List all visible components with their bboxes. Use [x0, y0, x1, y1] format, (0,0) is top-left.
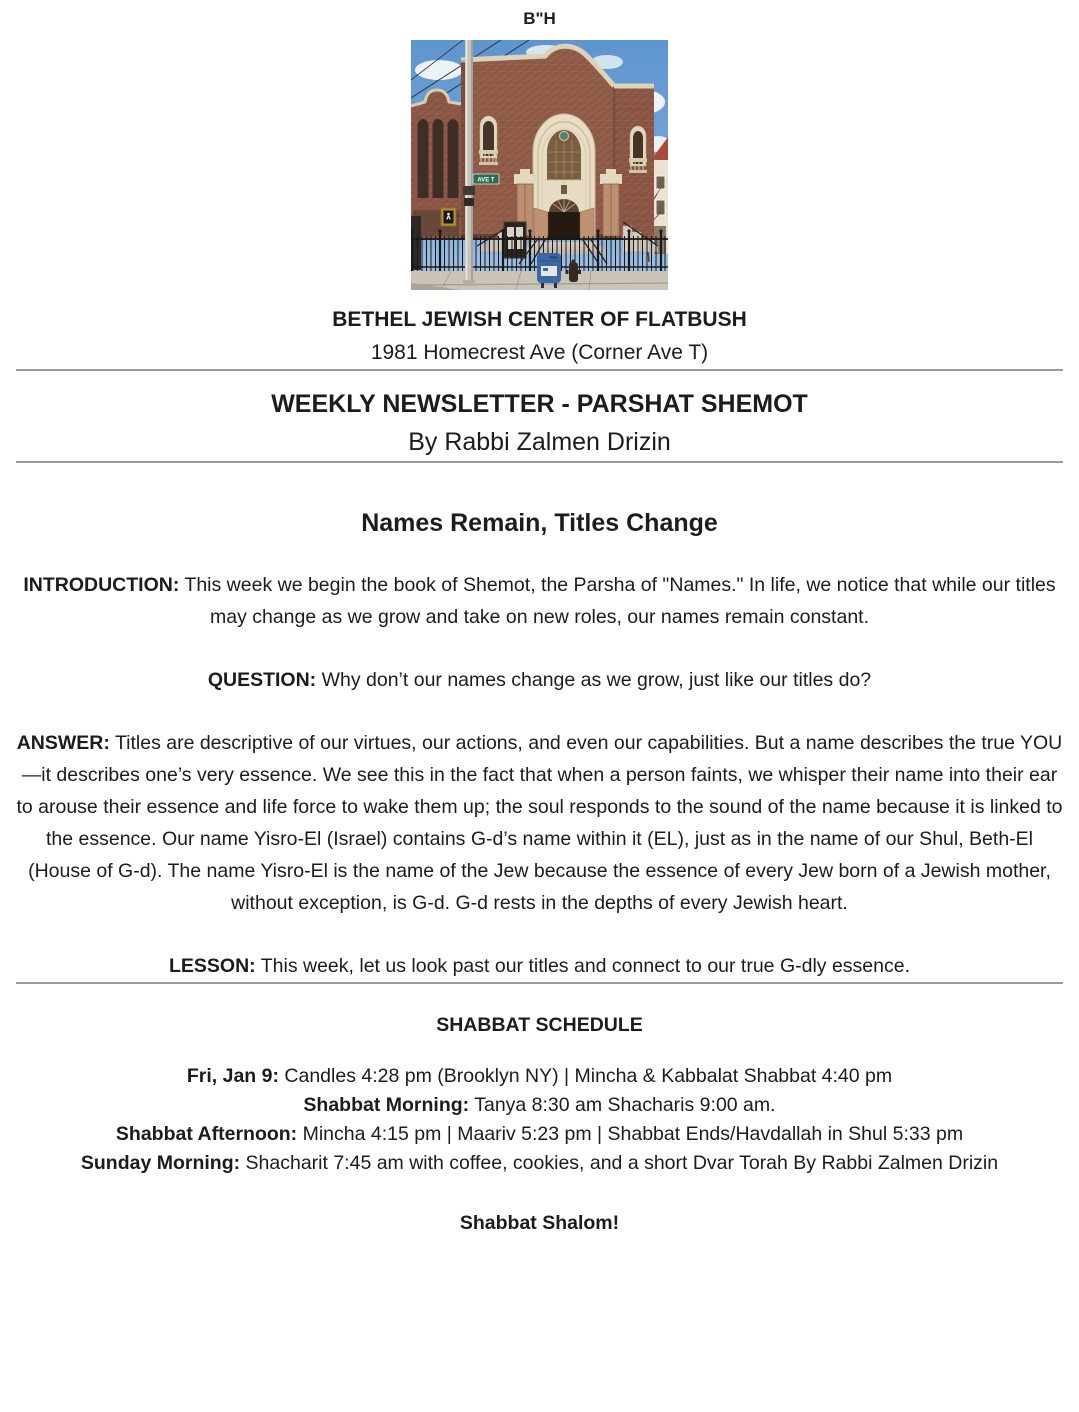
- paragraph-answer: [13, 727, 1066, 919]
- section-divider: [16, 982, 1063, 984]
- schedule-label: Shabbat Afternoon:: [115, 1123, 298, 1145]
- schedule-heading: SHABBAT SCHEDULE: [436, 1014, 643, 1036]
- street-sign: [473, 174, 499, 184]
- left-niche: [479, 116, 498, 165]
- synagogue-photo-illustration: [411, 40, 668, 290]
- usps-mailbox: [537, 253, 561, 288]
- newsletter-byline: By Rabbi Zalmen Drizin: [408, 428, 671, 456]
- schedule-label: Sunday Morning:: [80, 1152, 241, 1174]
- org-address: 1981 Homecrest Ave (Corner Ave T): [370, 341, 709, 364]
- schedule-line-sunday-morning: [13, 1149, 1066, 1178]
- paragraph-introduction: [13, 569, 1066, 633]
- paragraph-label: LESSON:: [169, 955, 256, 977]
- newsletter-title: WEEKLY NEWSLETTER - PARSHAT SHEMOT: [271, 390, 808, 418]
- right-niche: [629, 126, 647, 173]
- paragraph-lesson: [13, 950, 1066, 982]
- schedule-label: Shabbat Morning:: [303, 1094, 470, 1116]
- section-divider: [16, 369, 1063, 371]
- street-sign-label: AVE T: [477, 177, 495, 184]
- schedule-text: Tanya 8:30 am Shacharis 9:00 am.: [469, 1094, 776, 1116]
- paragraph-label: QUESTION:: [207, 669, 317, 691]
- org-name: BETHEL JEWISH CENTER OF FLATBUSH: [332, 308, 747, 331]
- schedule-text: Candles 4:28 pm (Brooklyn NY) | Mincha & Kabbalat Shabbat 4:40 pm: [278, 1065, 893, 1087]
- schedule-list: [13, 1062, 1066, 1178]
- right-side-door: [600, 169, 622, 236]
- article-title: Names Remain, Titles Change: [361, 509, 718, 537]
- schedule-line-shabbat-morning: [13, 1091, 1066, 1120]
- paragraph-text: Titles are descriptive of our virtues, our actions, and even our capabilities. But a name describes the true YOU—it describes one’s very essence. We see this in the fact that when a person faints, we whisper their name into their ear to arouse their essence and life force to wake them up; the soul responds to the sound of the name because it is linked to the essence. Our name Yisro-El (Israel) contains G-d’s name within it (EL), just as in the name of our Shul, Beth-El (House of G-d). The name Yisro-El is the name of the Jew because the essence of every Jew born of a Jewish mother, without exception, is G-d. G-d rests in the depths of every Jewish heart.: [16, 732, 1063, 914]
- schedule-text: Shacharit 7:45 am with coffee, cookies, and a short Dvar Torah By Rabbi Zalmen Drizin: [240, 1152, 999, 1174]
- schedule-line-friday: [13, 1062, 1066, 1091]
- paragraph-question: [13, 664, 1066, 696]
- paragraph-text: Why don’t our names change as we grow, just like our titles do?: [316, 669, 872, 691]
- paragraph-label: ANSWER:: [16, 732, 110, 754]
- schedule-line-shabbat-afternoon: [13, 1120, 1066, 1149]
- closing-text: Shabbat Shalom!: [459, 1212, 620, 1234]
- schedule-text: Mincha 4:15 pm | Maariv 5:23 pm | Shabbat Ends/Havdallah in Shul 5:33 pm: [297, 1123, 964, 1145]
- schedule-label: Fri, Jan 9:: [186, 1065, 279, 1087]
- entrance-arch: [533, 114, 595, 240]
- blessing-text: B"H: [523, 9, 556, 28]
- paragraph-text: This week we begin the book of Shemot, the Parsha of "Names." In life, we notice that while our titles may change as we grow and take on new roles, our names remain constant.: [179, 574, 1056, 628]
- paragraph-label: INTRODUCTION:: [23, 574, 180, 596]
- section-divider: [16, 461, 1063, 463]
- synagogue-photo: [411, 40, 668, 290]
- paragraph-text: This week, let us look past our titles and connect to our true G-dly essence.: [255, 955, 910, 977]
